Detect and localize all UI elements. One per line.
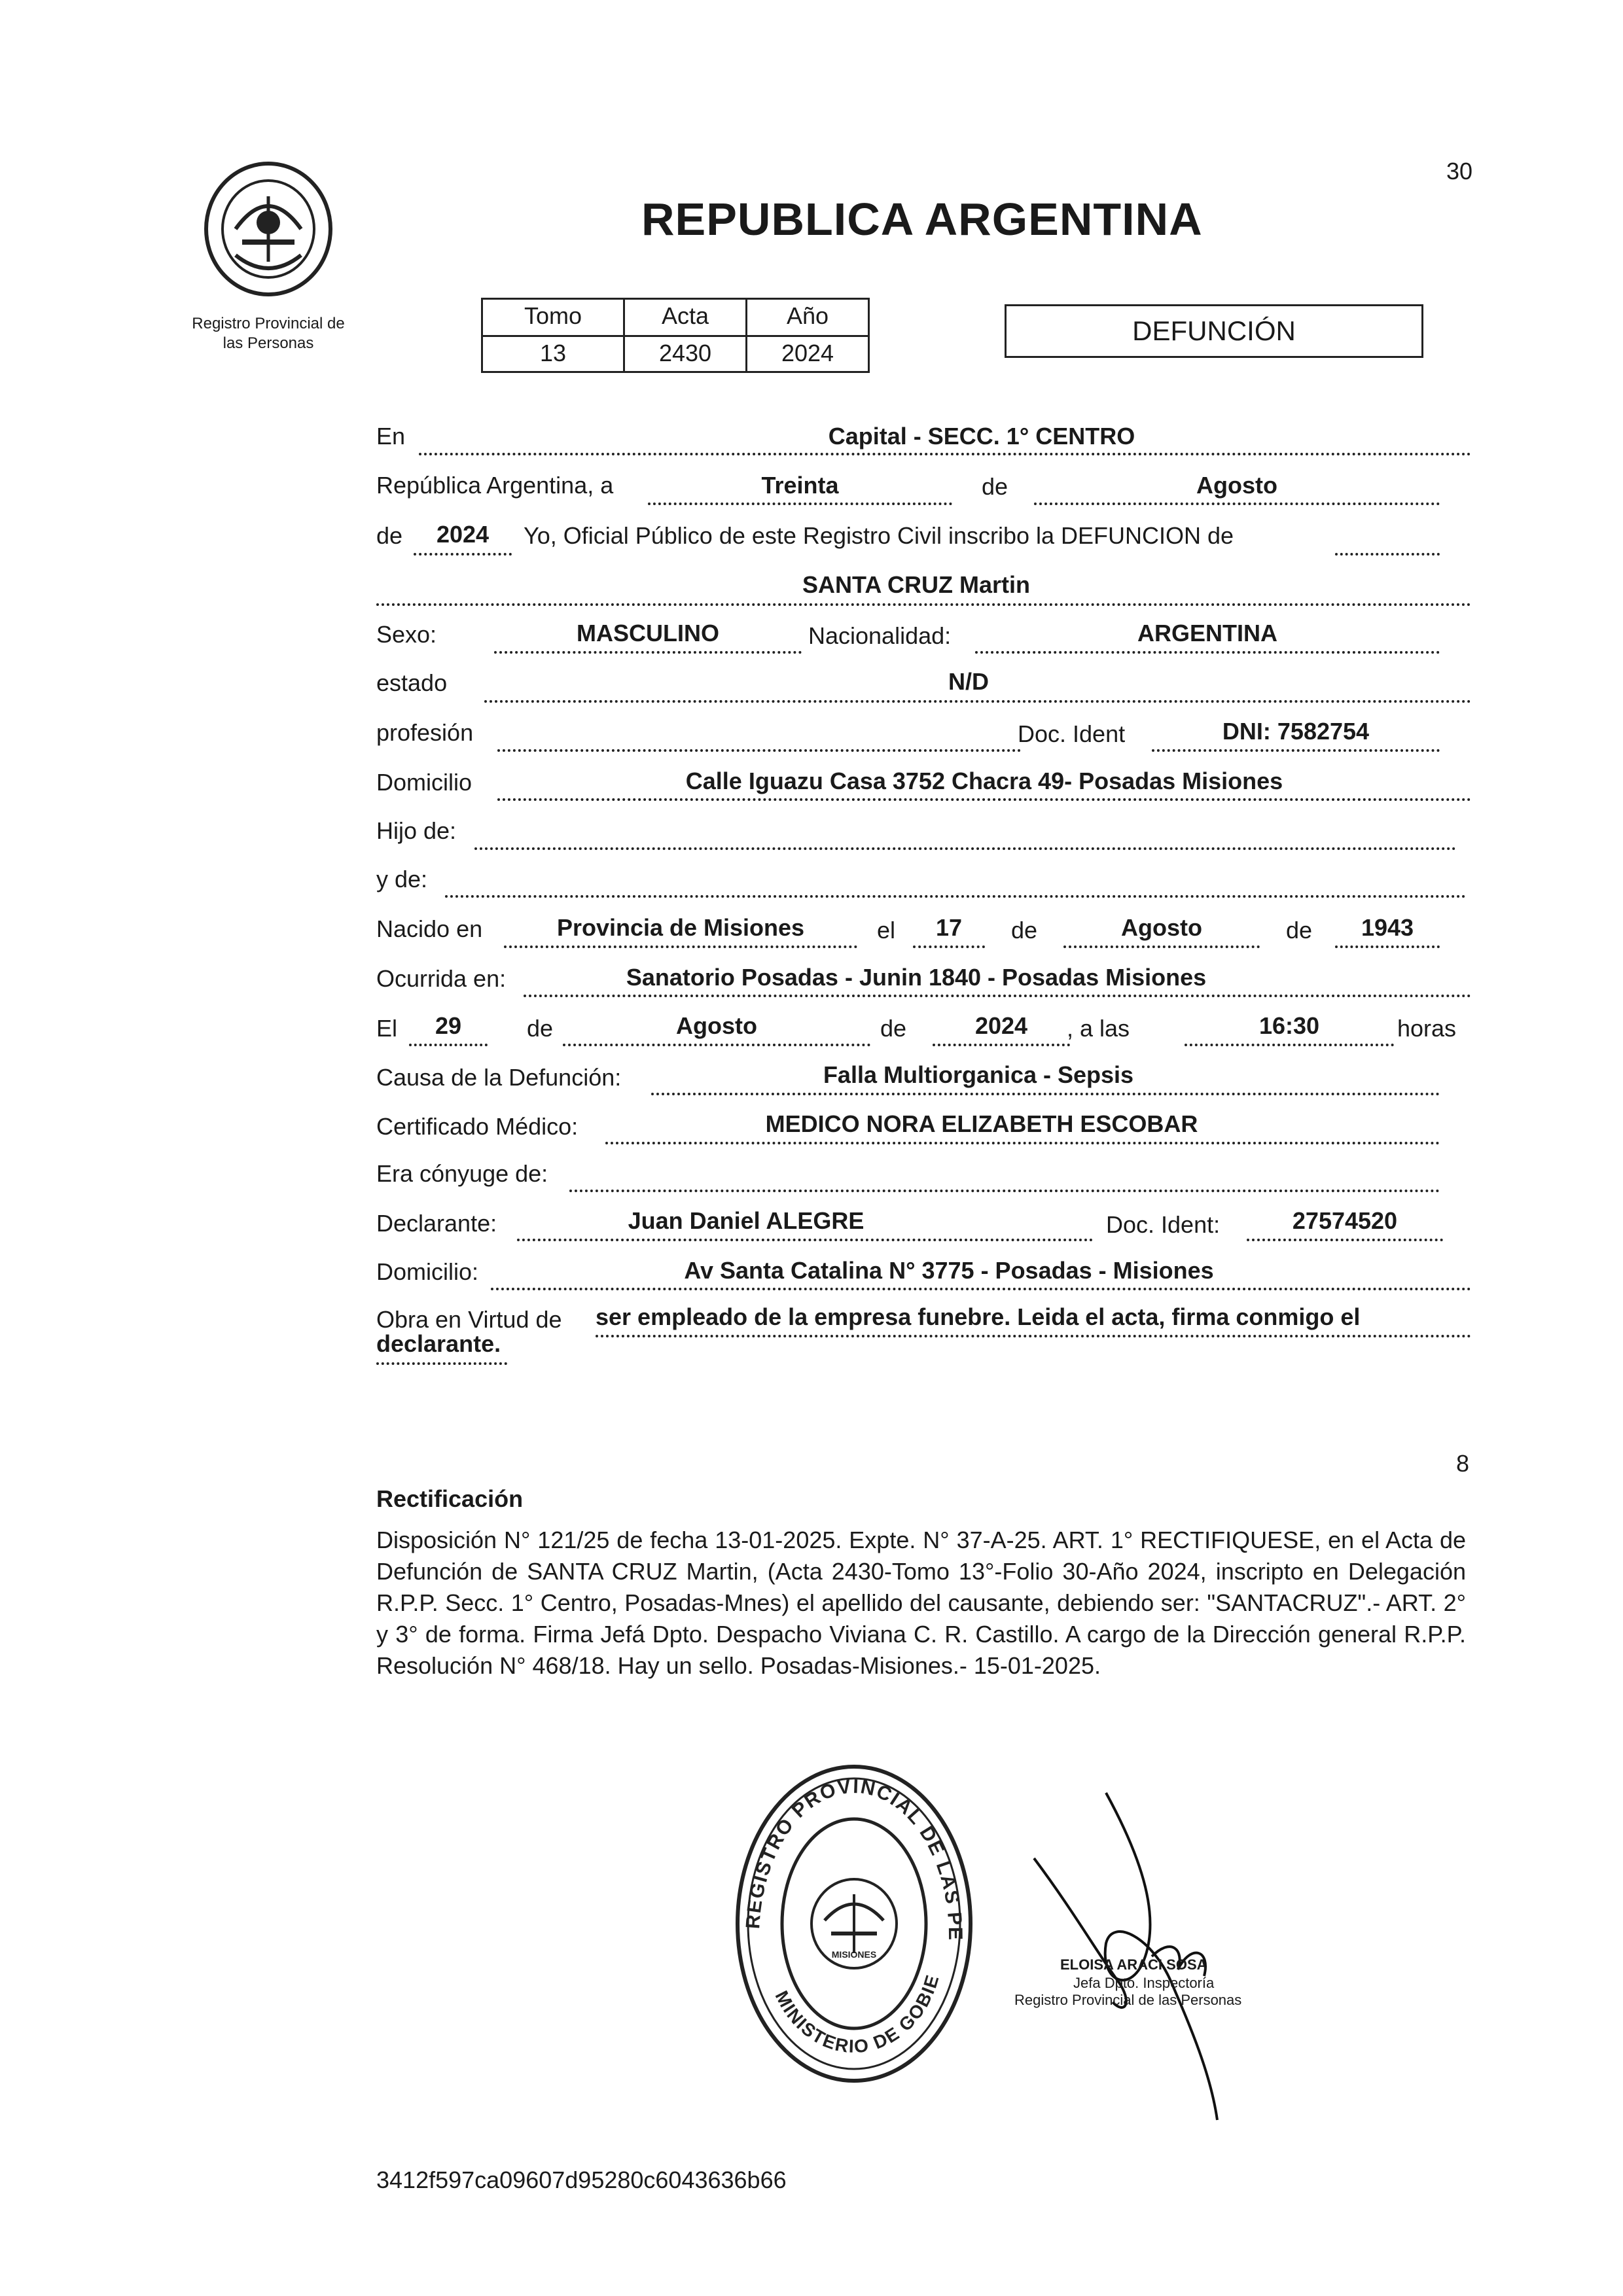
label-de: de [1286,917,1313,944]
seal-center-text: MISIONES [831,1949,877,1960]
label-el: El [376,1015,398,1042]
label-doc-ident: Doc. Ident: [1106,1211,1221,1238]
svg-text:REGISTRO PROVINCIAL DE LAS PER [733,1760,966,1941]
value-ocurrida: Sanatorio Posadas - Junin 1840 - Posadas Misiones [626,964,1207,991]
dotted-line [376,1362,507,1365]
value-def-anio: 2024 [974,1012,1028,1039]
value-anio: 2024 [436,521,490,548]
signature-role: Jefa Dpto. Inspectoría [1073,1975,1215,1991]
label-nacido-en: Nacido en [376,915,483,942]
label-estado: estado [376,669,448,696]
dotted-line [913,945,985,948]
label-doc-ident: Doc. Ident [1018,720,1126,747]
dotted-line [1152,749,1440,752]
value-nombre: SANTA CRUZ Martin [802,571,1030,598]
page-number: 30 [1446,158,1473,185]
value-nacido-mes: Agosto [1121,914,1202,941]
rectificacion-text: Disposición N° 121/25 de fecha 13-01-2025. Expte. N° 37-A-25. ART. 1° RECTIFIQUESE, en el Acta de Defunción de SANTA CRUZ Martin, (Acta 2430-Tomo 13°-Folio 30-Año 2024, inscripto en Delegación R.P.P. Secc. 1° Centro, Posadas-Mnes) el apellido del causante, debiendo ser: "SANTACRUZ".- ART. 2° y 3° de forma. Firma Jefá Dpto. Despacho Viviana C. R. Castillo. A cargo de la Dirección general R.P.P. Resolución N° 468/18. Hay un sello. Posadas-Misiones.- 15-01-2025. [376,1527,1466,1679]
province-coat-of-arms-icon [196,157,340,301]
label-de: de [527,1015,554,1042]
label-republica: República Argentina, a [376,472,614,499]
value-doc: DNI: 7582754 [1222,718,1370,745]
dotted-line [414,553,512,556]
logo-caption: Registro Provincial de las Personas [192,315,345,352]
seal-icon [733,1760,975,2087]
label-yo-oficial: Yo, Oficial Público de este Registro Civil inscribo la DEFUNCION de [524,522,1234,549]
label-el: el [877,917,896,944]
value-sexo: MASCULINO [577,620,719,646]
dotted-line [1335,553,1440,556]
value-hora: 16:30 [1258,1012,1320,1039]
label-certificado: Certificado Médico: [376,1113,579,1140]
dotted-line [376,603,1471,606]
seal-lower-text: MINISTERIO DE GOBIE [771,1971,943,2057]
value-obra-line2: declarante. [376,1330,501,1357]
label-horas: horas [1397,1015,1457,1042]
label-y-de: y de: [376,866,428,892]
value-nacionalidad: ARGENTINA [1137,620,1277,646]
value-lugar: Capital - SECC. 1° CENTRO [828,423,1135,450]
dotted-line [1185,1044,1394,1046]
label-domicilio: Domicilio: [376,1258,479,1285]
dotted-line [484,700,1471,703]
dotted-line [497,749,1021,752]
dotted-line [563,1044,870,1046]
dotted-line [524,995,1471,997]
label-de: de [982,473,1008,500]
dotted-line [933,1044,1070,1046]
value-estado: N/D [948,668,989,695]
record-type-box: DEFUNCIÓN [1005,304,1423,358]
dotted-line [1247,1239,1443,1241]
value-def-dia: 29 [435,1012,462,1039]
value-nacido-lugar: Provincia de Misiones [556,914,805,941]
dotted-line [1335,945,1440,948]
rectificacion-title: Rectificación [376,1485,524,1512]
label-de: de [1011,917,1038,944]
dotted-line [651,1093,1440,1095]
label-de: de [376,522,403,549]
label-en: En [376,423,406,450]
label-domicilio: Domicilio [376,769,473,796]
value-declarante: Juan Daniel ALEGRE [628,1207,865,1234]
province-logo [196,157,340,301]
value-declarante-doc: 27574520 [1292,1207,1398,1234]
label-profesion: profesión [376,719,474,746]
dotted-line [648,503,952,505]
value-dia: Treinta [761,472,839,499]
document-hash: 3412f597ca09607d95280c6043636b66 [376,2166,787,2193]
table-value-tomo: 13 [481,335,625,373]
label-causa: Causa de la Defunción: [376,1064,622,1091]
label-obra: Obra en Virtud de [376,1306,562,1333]
label-ocurrida-en: Ocurrida en: [376,965,507,992]
label-a-las: , a las [1067,1015,1130,1042]
dotted-line [474,847,1456,850]
dotted-line [491,1288,1471,1290]
dotted-line [517,1239,1093,1241]
table-header-anio: Año [745,298,870,337]
seal-outer-text: REGISTRO PROVINCIAL DE LAS PE [742,1775,967,1942]
value-def-mes: Agosto [676,1012,757,1039]
dotted-line [1063,945,1260,948]
dotted-line [409,1044,488,1046]
value-domicilio: Calle Iguazu Casa 3752 Chacra 49- Posadas Misiones [685,768,1283,794]
dotted-line [504,945,857,948]
dotted-line [445,895,1466,898]
label-de: de [880,1015,907,1042]
table-value-anio: 2024 [745,335,870,373]
dotted-line [494,651,802,654]
label-declarante: Declarante: [376,1210,497,1237]
dotted-line [596,1335,1471,1337]
value-certificado: MEDICO NORA ELIZABETH ESCOBAR [765,1110,1198,1137]
label-sexo: Sexo: [376,621,437,648]
dotted-line [1034,503,1440,505]
label-nacionalidad: Nacionalidad: [808,622,952,649]
dotted-line [975,651,1440,654]
value-declarante-domicilio: Av Santa Catalina N° 3775 - Posadas - Misiones [684,1257,1214,1284]
label-hijo-de: Hijo de: [376,817,457,844]
value-nacido-anio: 1943 [1361,914,1414,941]
value-mes: Agosto [1196,472,1277,499]
value-obra-line1: ser empleado de la empresa funebre. Leida el acta, firma conmigo el [596,1303,1361,1330]
signature-org: Registro Provincial de las Personas [1014,1992,1242,2008]
dotted-line [605,1142,1440,1144]
signature-name: ELOISA ARACI SOSA [1060,1956,1207,1973]
margin-number: 8 [1456,1450,1470,1477]
table-header-tomo: Tomo [481,298,625,337]
table-value-acta: 2430 [623,335,747,373]
dotted-line [497,798,1471,801]
dotted-line [419,453,1471,455]
value-causa: Falla Multiorganica - Sepsis [823,1061,1134,1088]
label-conyuge: Era cónyuge de: [376,1160,548,1187]
page-title: REPUBLICA ARGENTINA [641,194,1203,245]
table-header-acta: Acta [623,298,747,337]
value-nacido-dia: 17 [935,914,963,941]
official-seal [733,1760,975,2087]
dotted-line [569,1190,1440,1192]
